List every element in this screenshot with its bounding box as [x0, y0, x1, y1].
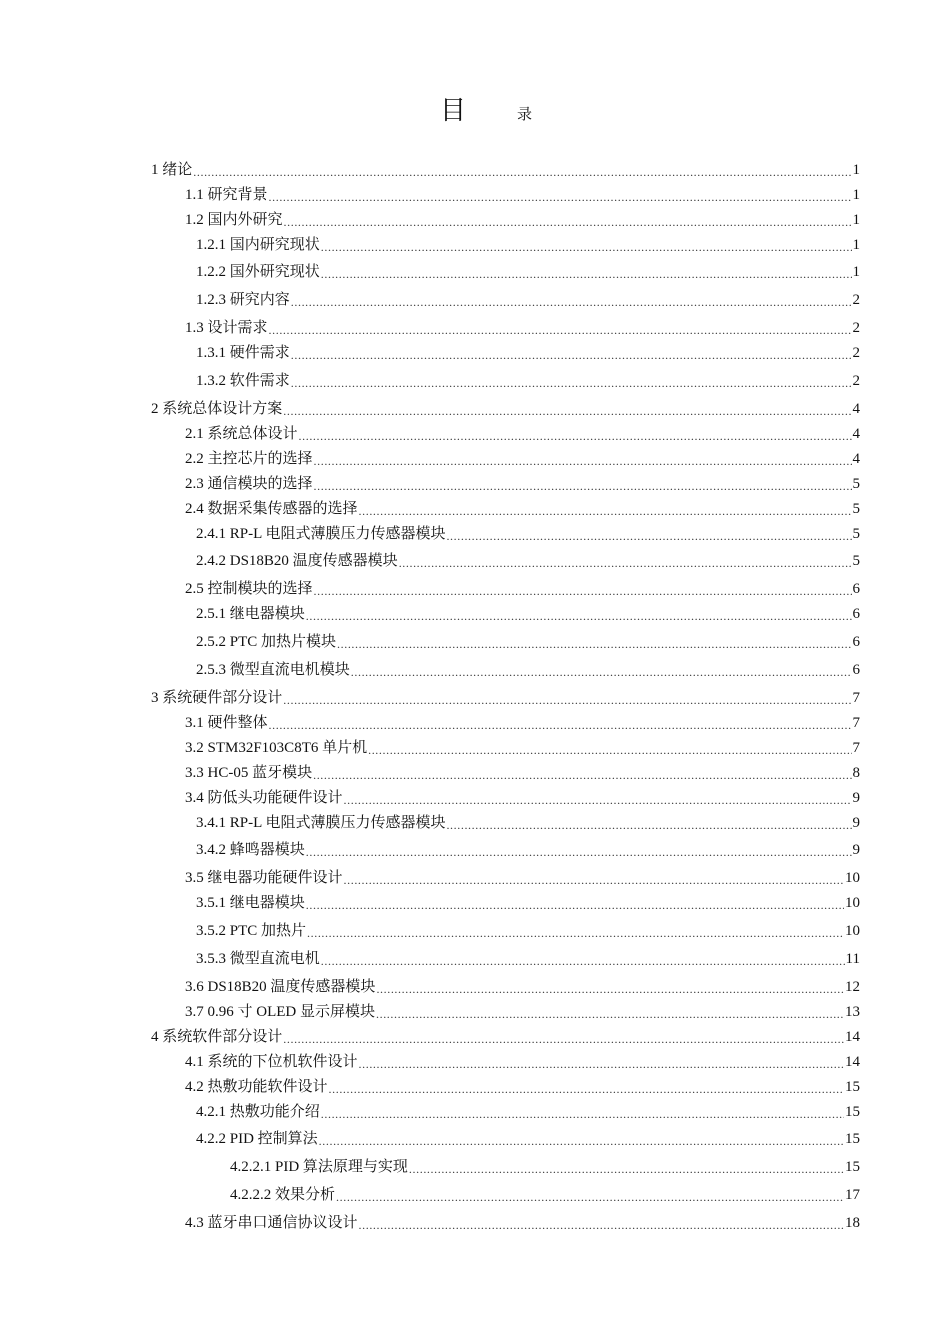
section-title: PID 算法原理与实现: [275, 1159, 408, 1175]
toc-entry[interactable]: [196, 891, 860, 913]
dot-leader: [359, 1213, 844, 1233]
dot-leader: [291, 343, 852, 363]
dot-leader: [321, 262, 852, 282]
dot-leader: [283, 1027, 844, 1047]
section-number: 1.1: [185, 187, 204, 203]
dot-leader: [359, 1052, 844, 1072]
section-title: 热敷功能介绍: [229, 1104, 320, 1120]
toc-entry-label: [196, 262, 320, 282]
dot-leader: [329, 1077, 844, 1097]
toc-entry-label: [185, 868, 343, 888]
page-number: 12: [845, 979, 860, 995]
section-title: 通信模块的选择: [207, 476, 313, 492]
toc-entry[interactable]: [185, 866, 860, 888]
section-title: PID 控制算法: [229, 1131, 318, 1147]
toc-entry-label: [196, 840, 305, 860]
toc-entry[interactable]: [196, 1127, 860, 1149]
section-number: 2: [151, 401, 159, 417]
dot-leader: [399, 551, 852, 571]
dot-leader: [344, 788, 852, 808]
toc-entry-label: [196, 1129, 318, 1149]
section-number: 3.5: [185, 870, 204, 886]
toc-entry[interactable]: [196, 630, 860, 652]
toc-entry-label: [196, 235, 320, 255]
toc-entry[interactable]: [151, 397, 860, 419]
toc-entry-label: [185, 499, 358, 519]
section-number: 1.3.2: [196, 373, 226, 389]
toc-entry-label: [185, 210, 283, 230]
toc-entry[interactable]: [185, 1000, 860, 1022]
section-number: 4.2.2: [196, 1131, 226, 1147]
section-number: 2.4.1: [196, 526, 226, 542]
toc-entry-label: [196, 290, 290, 310]
toc-entry[interactable]: [185, 1075, 860, 1097]
section-title: DS18B20 温度传感器模块: [229, 553, 398, 569]
section-title: 微型直流电机: [229, 951, 320, 967]
toc-entry[interactable]: [185, 1050, 860, 1072]
section-number: 2.2: [185, 451, 204, 467]
toc-entry-label: [196, 371, 290, 391]
section-title: 系统总体设计方案: [162, 401, 283, 417]
page-number: 11: [845, 951, 860, 967]
toc-entry-label: [185, 449, 313, 469]
toc-entry[interactable]: [151, 1025, 860, 1047]
section-title: 硬件需求: [229, 345, 290, 361]
section-title: RP-L 电阻式薄膜压力传感器模块: [229, 815, 446, 831]
toc-entry[interactable]: [185, 786, 860, 808]
page-number: 10: [845, 870, 860, 886]
page-number: 10: [845, 895, 860, 911]
dot-leader: [313, 763, 851, 783]
toc-entry[interactable]: [185, 975, 860, 997]
page-number: 7: [852, 715, 860, 731]
section-number: 1.2: [185, 212, 204, 228]
dot-leader: [299, 424, 852, 444]
section-number: 1.2.3: [196, 292, 226, 308]
section-number: 3.5.1: [196, 895, 226, 911]
section-title: 研究背景: [207, 187, 268, 203]
toc-entry-label: [185, 977, 375, 997]
page-number: 6: [852, 662, 860, 678]
dot-leader: [446, 524, 851, 544]
page-number: 6: [852, 634, 860, 650]
section-number: 4.2.2.2: [230, 1187, 272, 1203]
dot-leader: [336, 1185, 844, 1205]
page-number: 4: [852, 401, 860, 417]
dot-leader: [446, 813, 851, 833]
toc-entry-label: [196, 604, 305, 624]
toc-entry-label: [196, 813, 445, 833]
page-number: 9: [852, 842, 860, 858]
toc-entry[interactable]: [230, 1155, 860, 1177]
page-number: 7: [852, 740, 860, 756]
toc-entry[interactable]: [196, 522, 860, 544]
toc-entry-label: [185, 474, 313, 494]
toc-entry-label: [185, 579, 313, 599]
section-number: 4.2.2.1: [230, 1159, 272, 1175]
section-number: 3.4.2: [196, 842, 226, 858]
toc-entry-label: [185, 424, 298, 444]
toc-entry[interactable]: [196, 811, 860, 833]
page-number: 14: [845, 1054, 860, 1070]
section-number: 1.2.1: [196, 237, 226, 253]
section-title: 0.96 寸 OLED 显示屏模块: [207, 1004, 375, 1020]
section-title: 国外研究现状: [229, 264, 320, 280]
section-number: 1.3.1: [196, 345, 226, 361]
page-number: 6: [852, 581, 860, 597]
toc-entry-label: [185, 1052, 358, 1072]
section-title: 蜂鸣器模块: [229, 842, 305, 858]
toc-entry[interactable]: [196, 233, 860, 255]
toc-entry-label: [185, 788, 343, 808]
toc-entry-label: [185, 185, 268, 205]
section-title: 软件需求: [229, 373, 290, 389]
toc-entry-label: [185, 1077, 328, 1097]
toc-entry[interactable]: [196, 341, 860, 363]
section-number: 3.6: [185, 979, 204, 995]
section-title: 系统硬件部分设计: [162, 690, 283, 706]
toc-entry[interactable]: [151, 686, 860, 708]
section-title: STM32F103C8T6 单片机: [207, 740, 368, 756]
dot-leader: [337, 632, 851, 652]
toc-entry[interactable]: [185, 472, 860, 494]
section-title: DS18B20 温度传感器模块: [207, 979, 376, 995]
section-title: 继电器功能硬件设计: [207, 870, 343, 886]
section-number: 4.2: [185, 1079, 204, 1095]
dot-leader: [409, 1157, 844, 1177]
toc-entry-label: [196, 1102, 320, 1122]
toc-entry-label: [151, 1027, 282, 1047]
section-number: 2.4: [185, 501, 204, 517]
section-number: 2.5: [185, 581, 204, 597]
dot-leader: [306, 840, 852, 860]
section-title: 国内研究现状: [229, 237, 320, 253]
section-number: 2.5.2: [196, 634, 226, 650]
section-number: 3.5.2: [196, 923, 226, 939]
toc-entry[interactable]: [196, 369, 860, 391]
toc-entry[interactable]: [196, 549, 860, 571]
section-title: 硬件整体: [207, 715, 268, 731]
section-number: 1.3: [185, 320, 204, 336]
section-title: 设计需求: [207, 320, 268, 336]
section-title: 数据采集传感器的选择: [207, 501, 358, 517]
toc-entry-label: [151, 688, 282, 708]
section-number: 2.4.2: [196, 553, 226, 569]
dot-leader: [291, 371, 852, 391]
page-number: 8: [852, 765, 860, 781]
section-title: PTC 加热片模块: [229, 634, 337, 650]
section-number: 3.5.3: [196, 951, 226, 967]
section-title: 效果分析: [275, 1187, 336, 1203]
dot-leader: [359, 499, 852, 519]
page-number: 5: [852, 553, 860, 569]
dot-leader: [321, 949, 845, 969]
toc-entry-label: [196, 949, 320, 969]
section-number: 3.4.1: [196, 815, 226, 831]
dot-leader: [314, 474, 852, 494]
toc-entry[interactable]: [151, 158, 860, 180]
toc-entry[interactable]: [196, 947, 860, 969]
dot-leader: [283, 688, 851, 708]
section-number: 4.1: [185, 1054, 204, 1070]
dot-leader: [284, 210, 852, 230]
toc-entry[interactable]: [185, 497, 860, 519]
toc-entry[interactable]: [196, 602, 860, 624]
section-title: RP-L 电阻式薄膜压力传感器模块: [229, 526, 446, 542]
section-number: 4.2.1: [196, 1104, 226, 1120]
section-title: 主控芯片的选择: [207, 451, 313, 467]
section-title: 热敷功能软件设计: [207, 1079, 328, 1095]
page-number: 15: [845, 1159, 860, 1175]
section-title: 绪论: [162, 162, 193, 178]
dot-leader: [319, 1129, 844, 1149]
section-title: 防低头功能硬件设计: [207, 790, 343, 806]
dot-leader: [193, 160, 851, 180]
title-char-2: 录: [517, 105, 533, 123]
page-number: 7: [852, 690, 860, 706]
toc-entry[interactable]: [230, 1183, 860, 1205]
toc-entry[interactable]: [185, 761, 860, 783]
section-number: 3.4: [185, 790, 204, 806]
page-number: 18: [845, 1215, 860, 1231]
dot-leader: [269, 185, 852, 205]
section-number: 2.3: [185, 476, 204, 492]
dot-leader: [321, 1102, 844, 1122]
toc-entry-label: [185, 763, 312, 783]
section-number: 3.3: [185, 765, 204, 781]
toc-entry[interactable]: [196, 288, 860, 310]
toc-entry[interactable]: [185, 711, 860, 733]
section-title: 系统总体设计: [207, 426, 298, 442]
dot-leader: [307, 921, 844, 941]
page-number: 4: [852, 426, 860, 442]
toc-entry-label: [196, 921, 306, 941]
section-title: 系统软件部分设计: [162, 1029, 283, 1045]
dot-leader: [269, 318, 852, 338]
section-number: 3: [151, 690, 159, 706]
section-title: 系统的下位机软件设计: [207, 1054, 358, 1070]
toc-entry[interactable]: [185, 1211, 860, 1233]
toc-entry-label: [196, 524, 445, 544]
page-number: 15: [845, 1131, 860, 1147]
page-number: 17: [845, 1187, 860, 1203]
dot-leader: [314, 579, 852, 599]
dot-leader: [291, 290, 852, 310]
section-title: PTC 加热片: [229, 923, 307, 939]
page-number: 10: [845, 923, 860, 939]
toc-entry-label: [196, 632, 336, 652]
section-number: 2.5.3: [196, 662, 226, 678]
toc-entry[interactable]: [196, 658, 860, 680]
page-number: 2: [852, 373, 860, 389]
section-number: 4: [151, 1029, 159, 1045]
toc-entry-label: [230, 1185, 335, 1205]
toc-entry-label: [185, 713, 268, 733]
page-number: 14: [845, 1029, 860, 1045]
title-char-1: 目: [440, 96, 467, 126]
page-number: 6: [852, 606, 860, 622]
section-number: 1: [151, 162, 159, 178]
toc-entry-label: [185, 318, 268, 338]
page-number: 9: [852, 790, 860, 806]
toc-entry-label: [185, 1002, 375, 1022]
section-number: 2.1: [185, 426, 204, 442]
dot-leader: [321, 235, 852, 255]
page-number: 1: [852, 264, 860, 280]
toc-entry-label: [196, 660, 350, 680]
page-number: 2: [852, 320, 860, 336]
section-title: 微型直流电机模块: [229, 662, 350, 678]
page-number: 15: [845, 1104, 860, 1120]
page-number: 1: [852, 212, 860, 228]
section-title: 研究内容: [229, 292, 290, 308]
toc-entry[interactable]: [185, 447, 860, 469]
dot-leader: [314, 449, 852, 469]
section-number: 3.7: [185, 1004, 204, 1020]
section-number: 3.1: [185, 715, 204, 731]
toc-entry-label: [151, 399, 282, 419]
page-number: 5: [852, 526, 860, 542]
toc-entry-label: [230, 1157, 408, 1177]
toc-entry-label: [196, 343, 290, 363]
page-number: 1: [852, 187, 860, 203]
toc-entry-label: [151, 160, 192, 180]
toc-entry[interactable]: [196, 838, 860, 860]
toc-entry[interactable]: [185, 208, 860, 230]
dot-leader: [368, 738, 851, 758]
dot-leader: [344, 868, 844, 888]
section-title: 继电器模块: [229, 606, 305, 622]
page-number: 5: [852, 476, 860, 492]
dot-leader: [306, 604, 852, 624]
page-number: 15: [845, 1079, 860, 1095]
section-title: 国内外研究: [207, 212, 283, 228]
page-number: 2: [852, 292, 860, 308]
toc-entry[interactable]: [185, 577, 860, 599]
section-number: 1.2.2: [196, 264, 226, 280]
toc-entry-label: [196, 551, 398, 571]
section-number: 3.2: [185, 740, 204, 756]
toc-entry-label: [185, 1213, 358, 1233]
section-title: 蓝牙串口通信协议设计: [207, 1215, 358, 1231]
dot-leader: [269, 713, 852, 733]
section-title: HC-05 蓝牙模块: [207, 765, 313, 781]
dot-leader: [306, 893, 844, 913]
dot-leader: [376, 1002, 844, 1022]
page-number: 1: [852, 237, 860, 253]
section-title: 继电器模块: [229, 895, 305, 911]
toc-entry[interactable]: [185, 422, 860, 444]
section-number: 4.3: [185, 1215, 204, 1231]
dot-leader: [351, 660, 852, 680]
page-number: 5: [852, 501, 860, 517]
toc-entry-label: [196, 893, 305, 913]
toc-entry[interactable]: [185, 316, 860, 338]
toc-entry[interactable]: [185, 736, 860, 758]
page-number: 9: [852, 815, 860, 831]
toc-entry[interactable]: [196, 260, 860, 282]
toc-entry-label: [185, 738, 367, 758]
dot-leader: [283, 399, 851, 419]
page-number: 4: [852, 451, 860, 467]
page-number: 2: [852, 345, 860, 361]
toc-entry[interactable]: [185, 183, 860, 205]
section-number: 2.5.1: [196, 606, 226, 622]
page-number: 13: [845, 1004, 860, 1020]
toc-entry[interactable]: [196, 919, 860, 941]
dot-leader: [376, 977, 844, 997]
section-title: 控制模块的选择: [207, 581, 313, 597]
page-number: 1: [852, 162, 860, 178]
toc-entry[interactable]: [196, 1100, 860, 1122]
